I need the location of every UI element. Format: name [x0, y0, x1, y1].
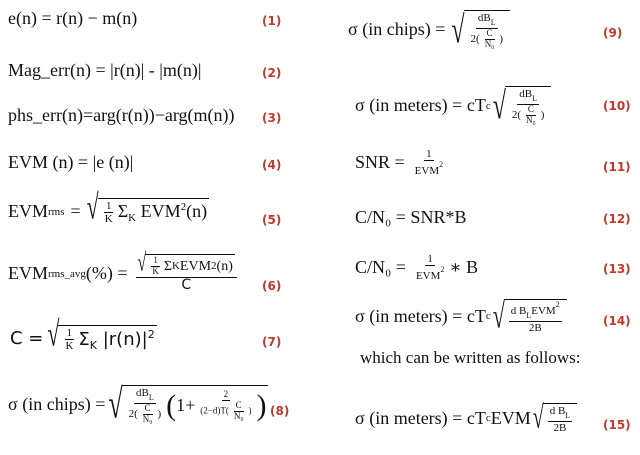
equation-13-lhs: C/N₀ =	[355, 257, 406, 278]
equation-8-lhs: σ (in chips) =	[8, 394, 106, 415]
equation-6-number: (6)	[262, 279, 282, 293]
equation-15-number: (15)	[603, 418, 631, 432]
equation-13: C/N₀ = $\frac{1}{EVM^2}$ ∗ B	[355, 253, 479, 283]
equation-1-number: (1)	[262, 14, 282, 28]
equation-7: C = √ $\frac{1}{K}$ $\Sigma_K$ $|r(n)|^2$	[10, 313, 155, 354]
equation-5-lhs: EVM	[8, 201, 48, 222]
equation-12	[355, 207, 466, 228]
equation-2	[8, 60, 202, 81]
equation-5: EVM rms = √ $\frac{1}{K}$ $\Sigma_K$ EVM$^2$(n)	[8, 186, 208, 227]
equation-9: σ (in chips) = √ $dB_L$ 2( $\frac{C}{\text{N₀}}$ )	[348, 10, 510, 50]
equation-12-text: C/N₀ = SNR*B	[355, 207, 467, 227]
equation-10-number: (10)	[603, 99, 631, 113]
equation-6: EVM rms_avg (%) = √ $\frac{1}{K}$ Σ K EVM 2 (n) C	[8, 254, 240, 293]
equation-11-number: (11)	[603, 160, 631, 174]
equation-9-number: (9)	[603, 26, 623, 40]
equation-6-lhs: EVM	[8, 263, 48, 284]
equation-8-number: (8)	[270, 404, 290, 418]
equation-6-lhs-tail: (%) =	[85, 263, 128, 284]
equation-1-text: e(n) = r(n) − m(n)	[8, 8, 138, 28]
equation-5-lhs-sub: rms	[48, 205, 65, 218]
connecting-text: which can be written as follows:	[360, 348, 581, 367]
equation-3-number: (3)	[262, 111, 282, 125]
equation-9-lhs: σ (in chips) =	[348, 19, 446, 40]
equation-13-number: (13)	[603, 262, 631, 276]
equation-14: σ (in meters) = cT c √ $\frac{d B_LEVM^2}{2B}$	[355, 299, 567, 334]
equation-2-number: (2)	[262, 66, 282, 80]
equation-7-lhs: C =	[10, 328, 44, 350]
equation-10-lhs: σ (in meters) = cT	[355, 95, 486, 116]
equation-11: SNR = $\frac{1}{EVM^2}$	[355, 148, 444, 178]
equation-11-lhs: SNR =	[355, 152, 405, 173]
equation-5-number: (5)	[262, 213, 282, 227]
equation-2-text: Mag_err(n) = |r(n)| - |m(n)|	[8, 60, 202, 80]
equation-4-number: (4)	[262, 158, 282, 172]
equation-14-number: (14)	[603, 314, 631, 328]
equation-15: σ (in meters) = cT c EVM √ $\frac{d B_L}{2B}$	[355, 403, 577, 434]
equation-4	[8, 152, 133, 173]
equation-7-number: (7)	[262, 335, 282, 349]
equation-4-text: EVM (n) = |e (n)|	[8, 152, 134, 172]
equation-3	[8, 105, 235, 126]
equation-12-number: (12)	[603, 212, 631, 226]
equation-3-text: phs_err(n)=arg(r(n))−arg(m(n))	[8, 105, 235, 125]
equation-14-lhs: σ (in meters) = cT	[355, 305, 486, 326]
equation-5-sqrt: √ $\frac{1}{K}$ $\Sigma_K$ EVM$^2$(n)	[86, 186, 208, 227]
equation-1	[8, 8, 137, 29]
equation-8: σ (in chips) = √ $dB_L$ 2( $\frac{C}{\text{N₀}}$ ) ( 1+ 2 (2−d)T( $\frac{C}{\text{N₀}}$ ) )	[8, 379, 267, 427]
equation-15-lhs-tail: EVM	[490, 407, 531, 428]
equation-10: σ (in meters) = cT c √ $dB_L$ 2( $\frac{C}{\text{N₀}}$ )	[355, 86, 551, 126]
equation-15-lhs: σ (in meters) = cT	[355, 407, 486, 428]
equation-6-lhs-sub: rms_avg	[48, 267, 86, 280]
